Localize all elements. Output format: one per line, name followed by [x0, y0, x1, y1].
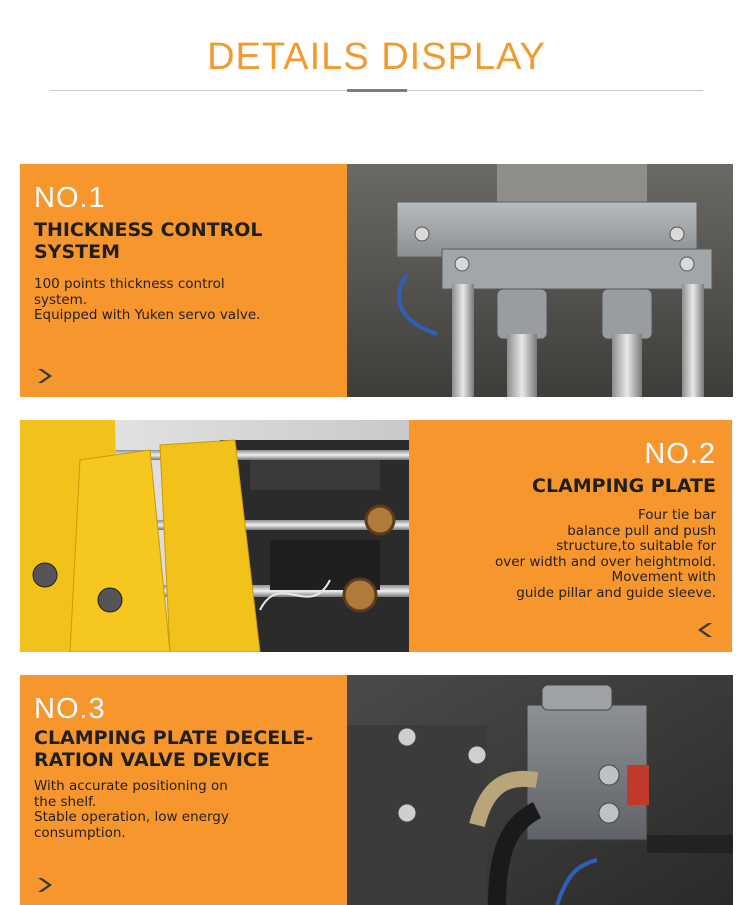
header-divider-accent [347, 89, 407, 92]
section-1-desc-line: 100 points thickness control [34, 276, 225, 292]
section-3-desc-line: With accurate positioning on [34, 778, 228, 794]
section-1-title [34, 219, 334, 263]
section-1-title-line: SYSTEM [34, 241, 120, 263]
section-3-title-line: CLAMPING PLATE DECELE- [34, 727, 314, 749]
section-2-panel [409, 420, 732, 652]
thickness-control-photo [347, 164, 733, 397]
section-1-panel [20, 164, 347, 397]
section-1-title-line: THICKNESS CONTROL [34, 219, 263, 241]
section-2-desc-line: balance pull and push [567, 522, 716, 539]
section-2-desc-line: guide pillar and guide sleeve. [516, 584, 716, 601]
section-1-desc-line: Equipped with Yuken servo valve. [34, 307, 261, 323]
section-2-number: NO.2 [644, 438, 716, 470]
chevron-right-icon[interactable] [34, 876, 56, 894]
section-1-number: NO.1 [34, 182, 106, 214]
section-2-title [532, 475, 716, 497]
section-2-desc-line: structure,to suitable for [556, 538, 716, 554]
deceleration-valve-photo [347, 675, 733, 905]
section-3-desc-line: the shelf. [34, 793, 97, 810]
section-2-desc-line: Movement with [611, 569, 716, 585]
section-3-desc-line: consumption. [34, 824, 126, 841]
section-2-desc-line: Four tie bar [638, 507, 716, 523]
section-2-description [409, 508, 716, 601]
section-3-title [34, 727, 334, 771]
section-3-number: NO.3 [34, 693, 106, 725]
chevron-right-icon[interactable] [34, 367, 56, 385]
clamping-plate-photo [20, 420, 409, 652]
chevron-left-icon[interactable] [694, 621, 716, 639]
section-1-desc-line: system. [34, 291, 88, 308]
section-2-title-line: CLAMPING PLATE [532, 475, 716, 497]
section-2-desc-line: over width and over heightmold. [494, 553, 716, 570]
section-3-description [34, 779, 334, 841]
section-1-description [34, 277, 339, 324]
section-3-desc-line: Stable operation, low energy [34, 809, 229, 825]
section-3-panel [20, 675, 347, 905]
page-title: DETAILS DISPLAY [207, 36, 546, 78]
section-3-title-line: RATION VALVE DEVICE [34, 749, 270, 771]
